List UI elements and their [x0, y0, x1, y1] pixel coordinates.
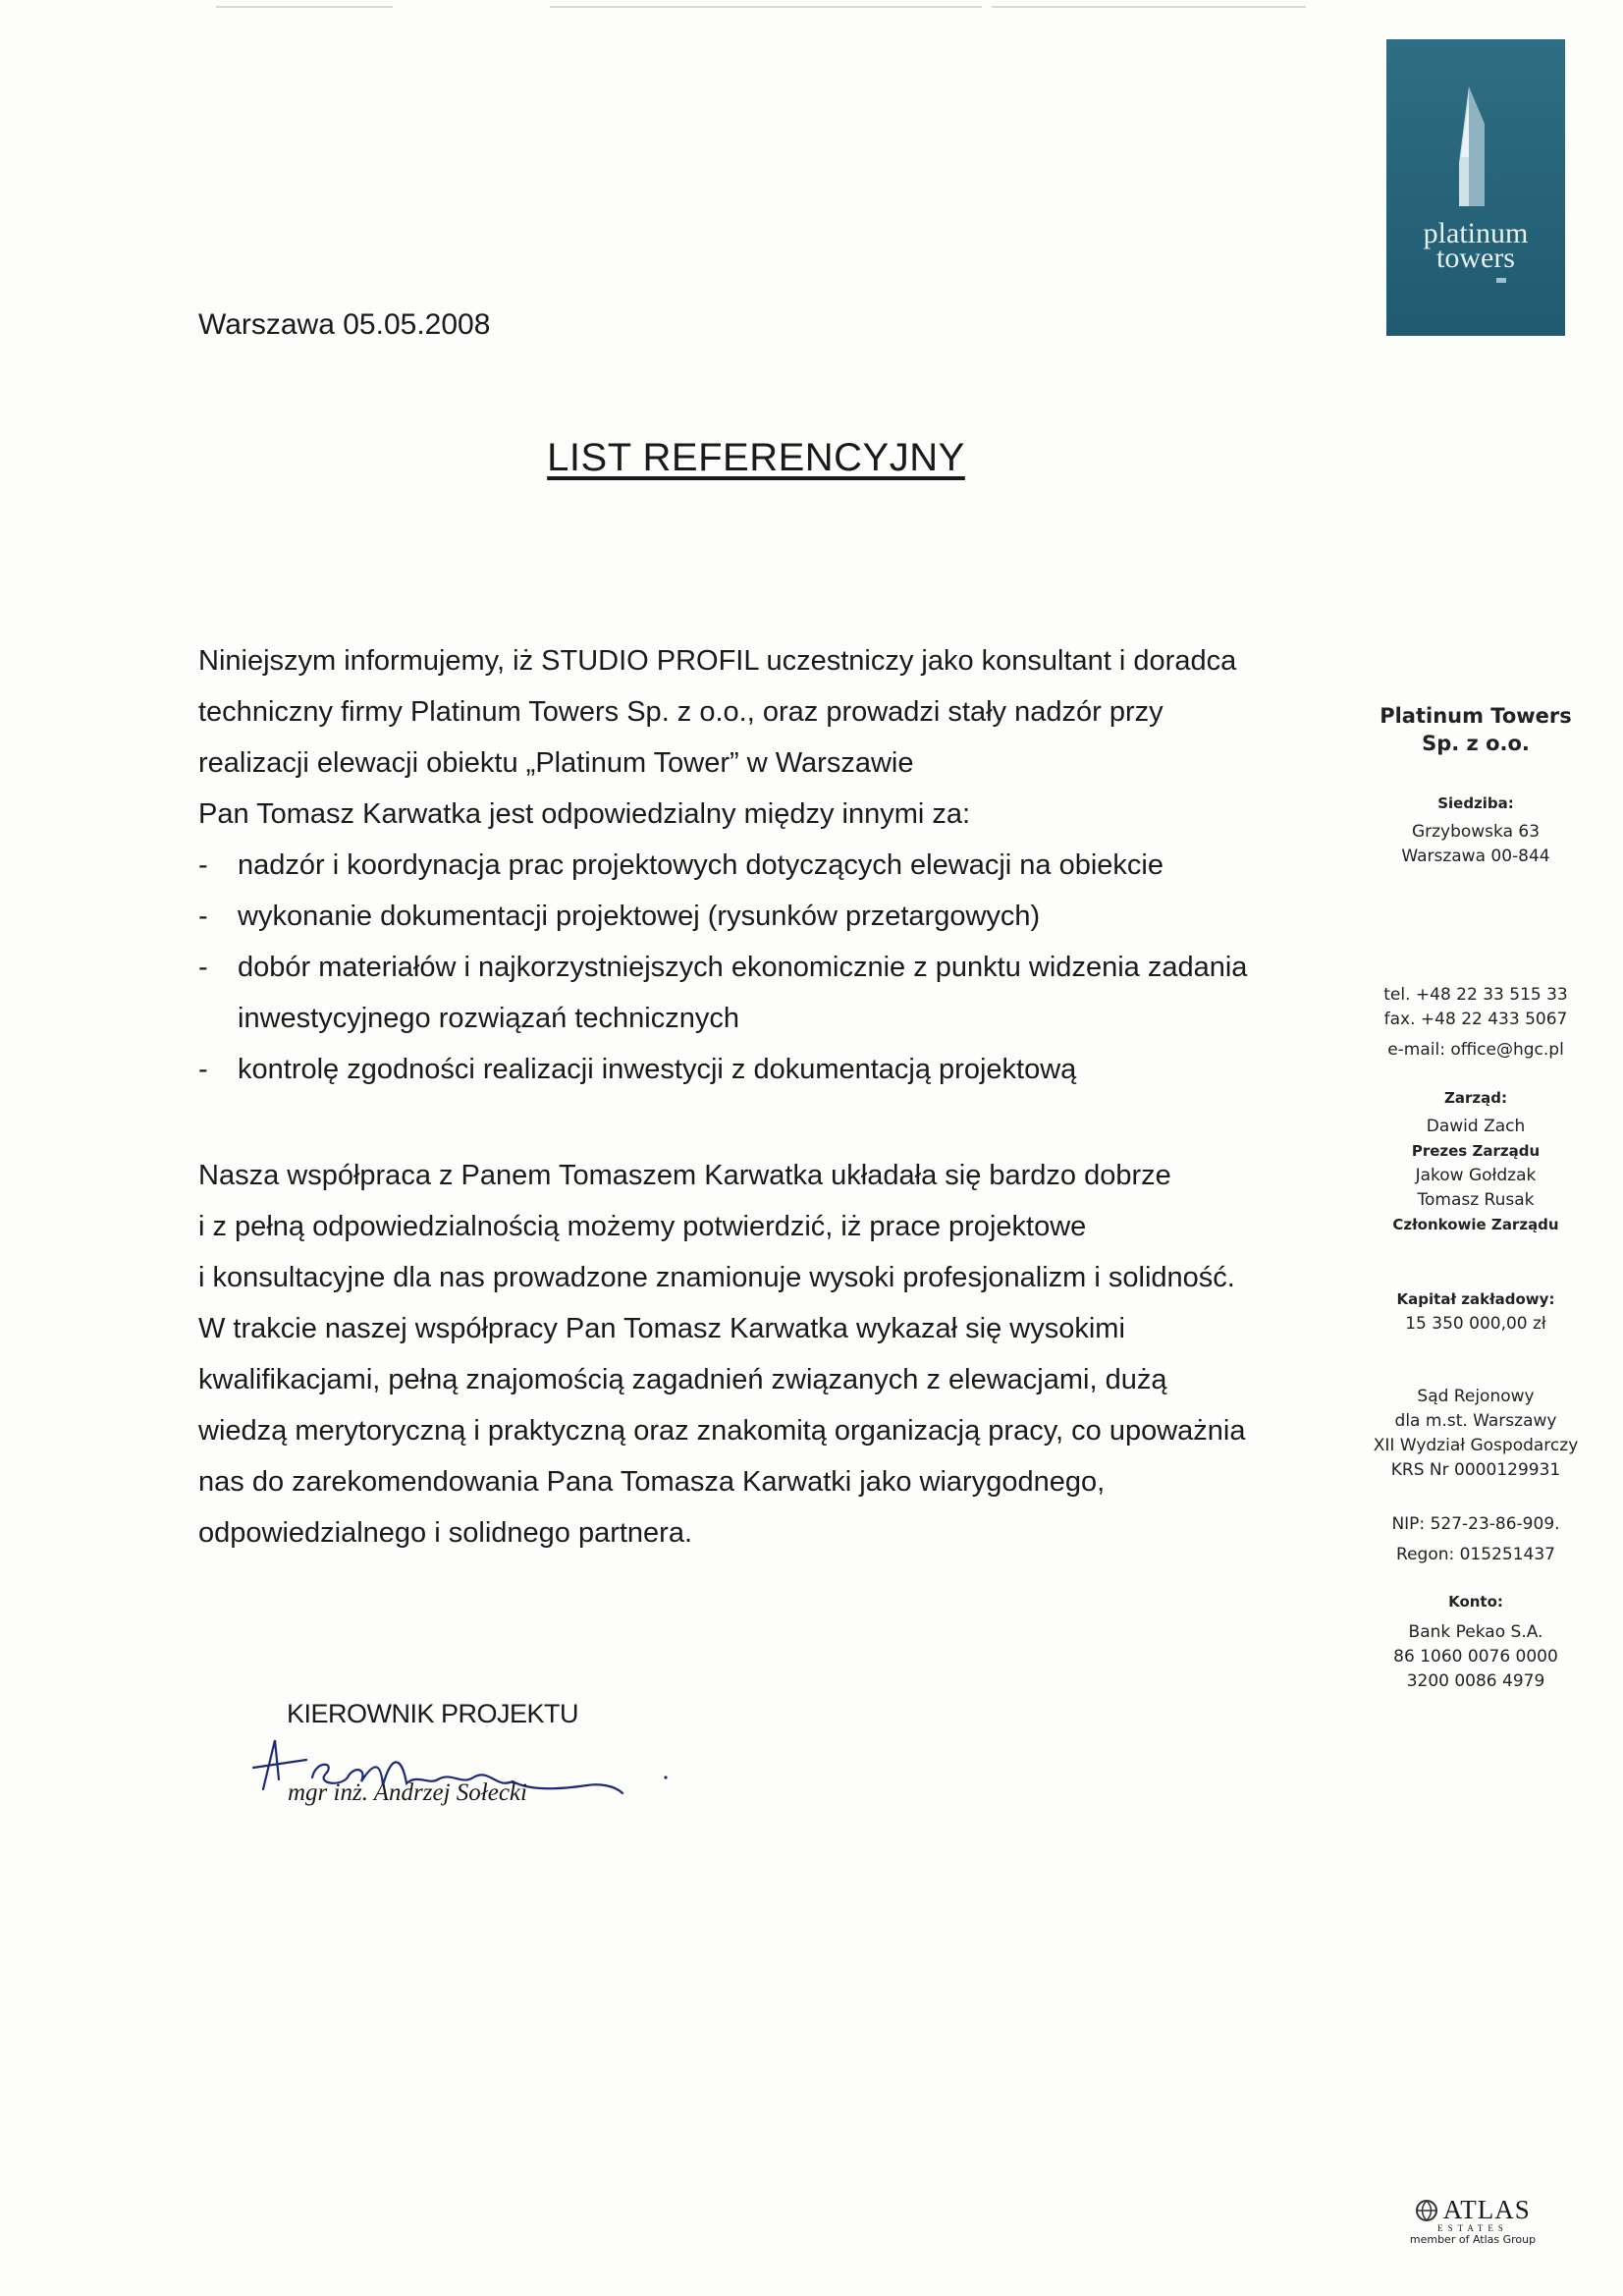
signature-role: KIEROWNIK PROJEKTU: [287, 1699, 579, 1728]
board-person: Tomasz Rusak: [1417, 1190, 1535, 1210]
logo-text-towers: towers: [1436, 242, 1515, 274]
text-line: Niniejszym informujemy, iż STUDIO PROFIL uczestniczy jako konsultant i doradca: [198, 645, 1237, 677]
text-line: Nasza współpraca z Panem Tomaszem Karwatka układała się bardzo dobrze: [198, 1160, 1171, 1191]
court-line: XII Wydział Gospodarczy: [1373, 1436, 1579, 1455]
list-item: - wykonanie dokumentacji projektowej (rysunków przetargowych): [198, 901, 1041, 932]
sidebar-company-name: [1333, 702, 1618, 757]
text-line: techniczny firmy Platinum Towers Sp. z o.o., oraz prowadzi stały nadzór przy: [198, 696, 1163, 728]
account-number: 3200 0086 4979: [1406, 1671, 1545, 1691]
sidebar-court: [1333, 1385, 1618, 1483]
text-line: nas do zarekomendowania Pana Tomasza Karwatki jako wiarygodnego,: [198, 1466, 1106, 1498]
text-line: wiedzą merytoryczną i praktyczną oraz znakomitą organizacją pracy, co upoważnia: [198, 1415, 1246, 1447]
scan-edge-line: [992, 6, 1306, 8]
text-line: dobór materiałów i najkorzystniejszych ekonomicznie z punktu widzenia zadania: [238, 952, 1248, 983]
text-line: i konsultacyjne dla nas prowadzone znamionuje wysoki profesjonalizm i solidność.: [198, 1262, 1235, 1293]
board-role: Prezes Zarządu: [1411, 1142, 1541, 1160]
tower-icon: [1386, 39, 1565, 336]
account-number: 86 1060 0076 0000: [1393, 1647, 1558, 1667]
document-title: LIST REFERENCYJNY: [547, 436, 965, 479]
capital-label: Kapitał zakładowy:: [1396, 1290, 1555, 1308]
text-line: W trakcie naszej współpracy Pan Tomasz Karwatka wykazał się wysokimi: [198, 1313, 1125, 1344]
bank-name: Bank Pekao S.A.: [1408, 1622, 1543, 1642]
seat-label: Siedziba:: [1437, 794, 1514, 812]
date-line: Warszawa 05.05.2008: [198, 308, 491, 341]
account-label: Konto:: [1448, 1593, 1503, 1611]
atlas-logo: [1404, 2195, 1542, 2246]
body-paragraph: [198, 1150, 1327, 1558]
sidebar-contact: [1333, 983, 1618, 1063]
court-line: dla m.st. Warszawy: [1394, 1411, 1557, 1431]
text-line: kontrolę zgodności realizacji inwestycji z dokumentacją projektową: [238, 1054, 1077, 1085]
atlas-word: ATLAS: [1442, 2195, 1531, 2224]
globe-icon: [1415, 2199, 1438, 2222]
text-line: nadzór i koordynacja prac projektowych dotyczących elewacji na obiekcie: [238, 849, 1163, 881]
text-line: i z pełną odpowiedzialnością możemy potwierdzić, iż prace projektowe: [198, 1211, 1087, 1242]
signature-name: mgr inż. Andrzej Sołecki: [288, 1779, 527, 1806]
capital-value: 15 350 000,00 zł: [1405, 1314, 1546, 1334]
krs-number: KRS Nr 0000129931: [1390, 1460, 1561, 1480]
board-person: Dawid Zach: [1426, 1117, 1526, 1136]
regon-number: Regon: 015251437: [1396, 1545, 1555, 1564]
sidebar-seat: [1333, 792, 1618, 869]
text-line: realizacji elewacji obiektu „Platinum Tower” w Warszawie: [198, 747, 914, 779]
board-role: Członkowie Zarządu: [1392, 1216, 1559, 1233]
address-line: Warszawa 00-844: [1401, 847, 1550, 866]
board-label: Zarząd:: [1444, 1089, 1507, 1107]
company-line: Sp. z o.o.: [1422, 732, 1530, 755]
atlas-group-text: member of Atlas Group: [1409, 2233, 1537, 2246]
list-item: - dobór materiałów i najkorzystniejszych ekonomicznie z punktu widzenia zadania inwestycyjnego rozwiązań technicznych: [198, 942, 1327, 1044]
sidebar-board: [1333, 1086, 1618, 1237]
logo-text-platinum: platinum: [1423, 217, 1529, 249]
intro-paragraph: [198, 635, 1327, 840]
text-line: inwestycyjnego rozwiązań technicznych: [238, 1003, 739, 1034]
sidebar-capital: [1333, 1287, 1618, 1337]
platinum-towers-logo: [1386, 39, 1565, 336]
text-line: kwalifikacjami, pełną znajomością zagadnień związanych z elewacjami, dużą: [198, 1364, 1167, 1395]
text-line: odpowiedzialnego i solidnego partnera.: [198, 1517, 693, 1549]
sidebar-account: [1333, 1590, 1618, 1694]
board-person: Jakow Gołdzak: [1415, 1166, 1537, 1185]
scan-edge-line: [216, 6, 393, 8]
responsibility-list: [198, 840, 1327, 1095]
address-line: Grzybowska 63: [1411, 822, 1541, 842]
scan-edge-line: [550, 6, 982, 8]
list-item: - kontrolę zgodności realizacji inwestycji z dokumentacją projektową: [198, 1054, 1077, 1085]
list-item: - nadzór i koordynacja prac projektowych dotyczących elewacji na obiekcie: [198, 849, 1163, 881]
court-line: Sąd Rejonowy: [1417, 1387, 1535, 1406]
nip-number: NIP: 527-23-86-909.: [1391, 1514, 1560, 1534]
atlas-subtitle: ESTATES: [1437, 2223, 1508, 2233]
fax: fax. +48 22 433 5067: [1383, 1010, 1568, 1029]
company-line: Platinum Towers: [1380, 704, 1572, 728]
sidebar-tax: [1333, 1512, 1618, 1567]
phone: tel. +48 22 33 515 33: [1383, 985, 1568, 1005]
text-line: Pan Tomasz Karwatka jest odpowiedzialny między innymi za:: [198, 798, 971, 830]
email: e-mail: office@hgc.pl: [1387, 1040, 1564, 1060]
text-line: wykonanie dokumentacji projektowej (rysunków przetargowych): [238, 901, 1041, 932]
